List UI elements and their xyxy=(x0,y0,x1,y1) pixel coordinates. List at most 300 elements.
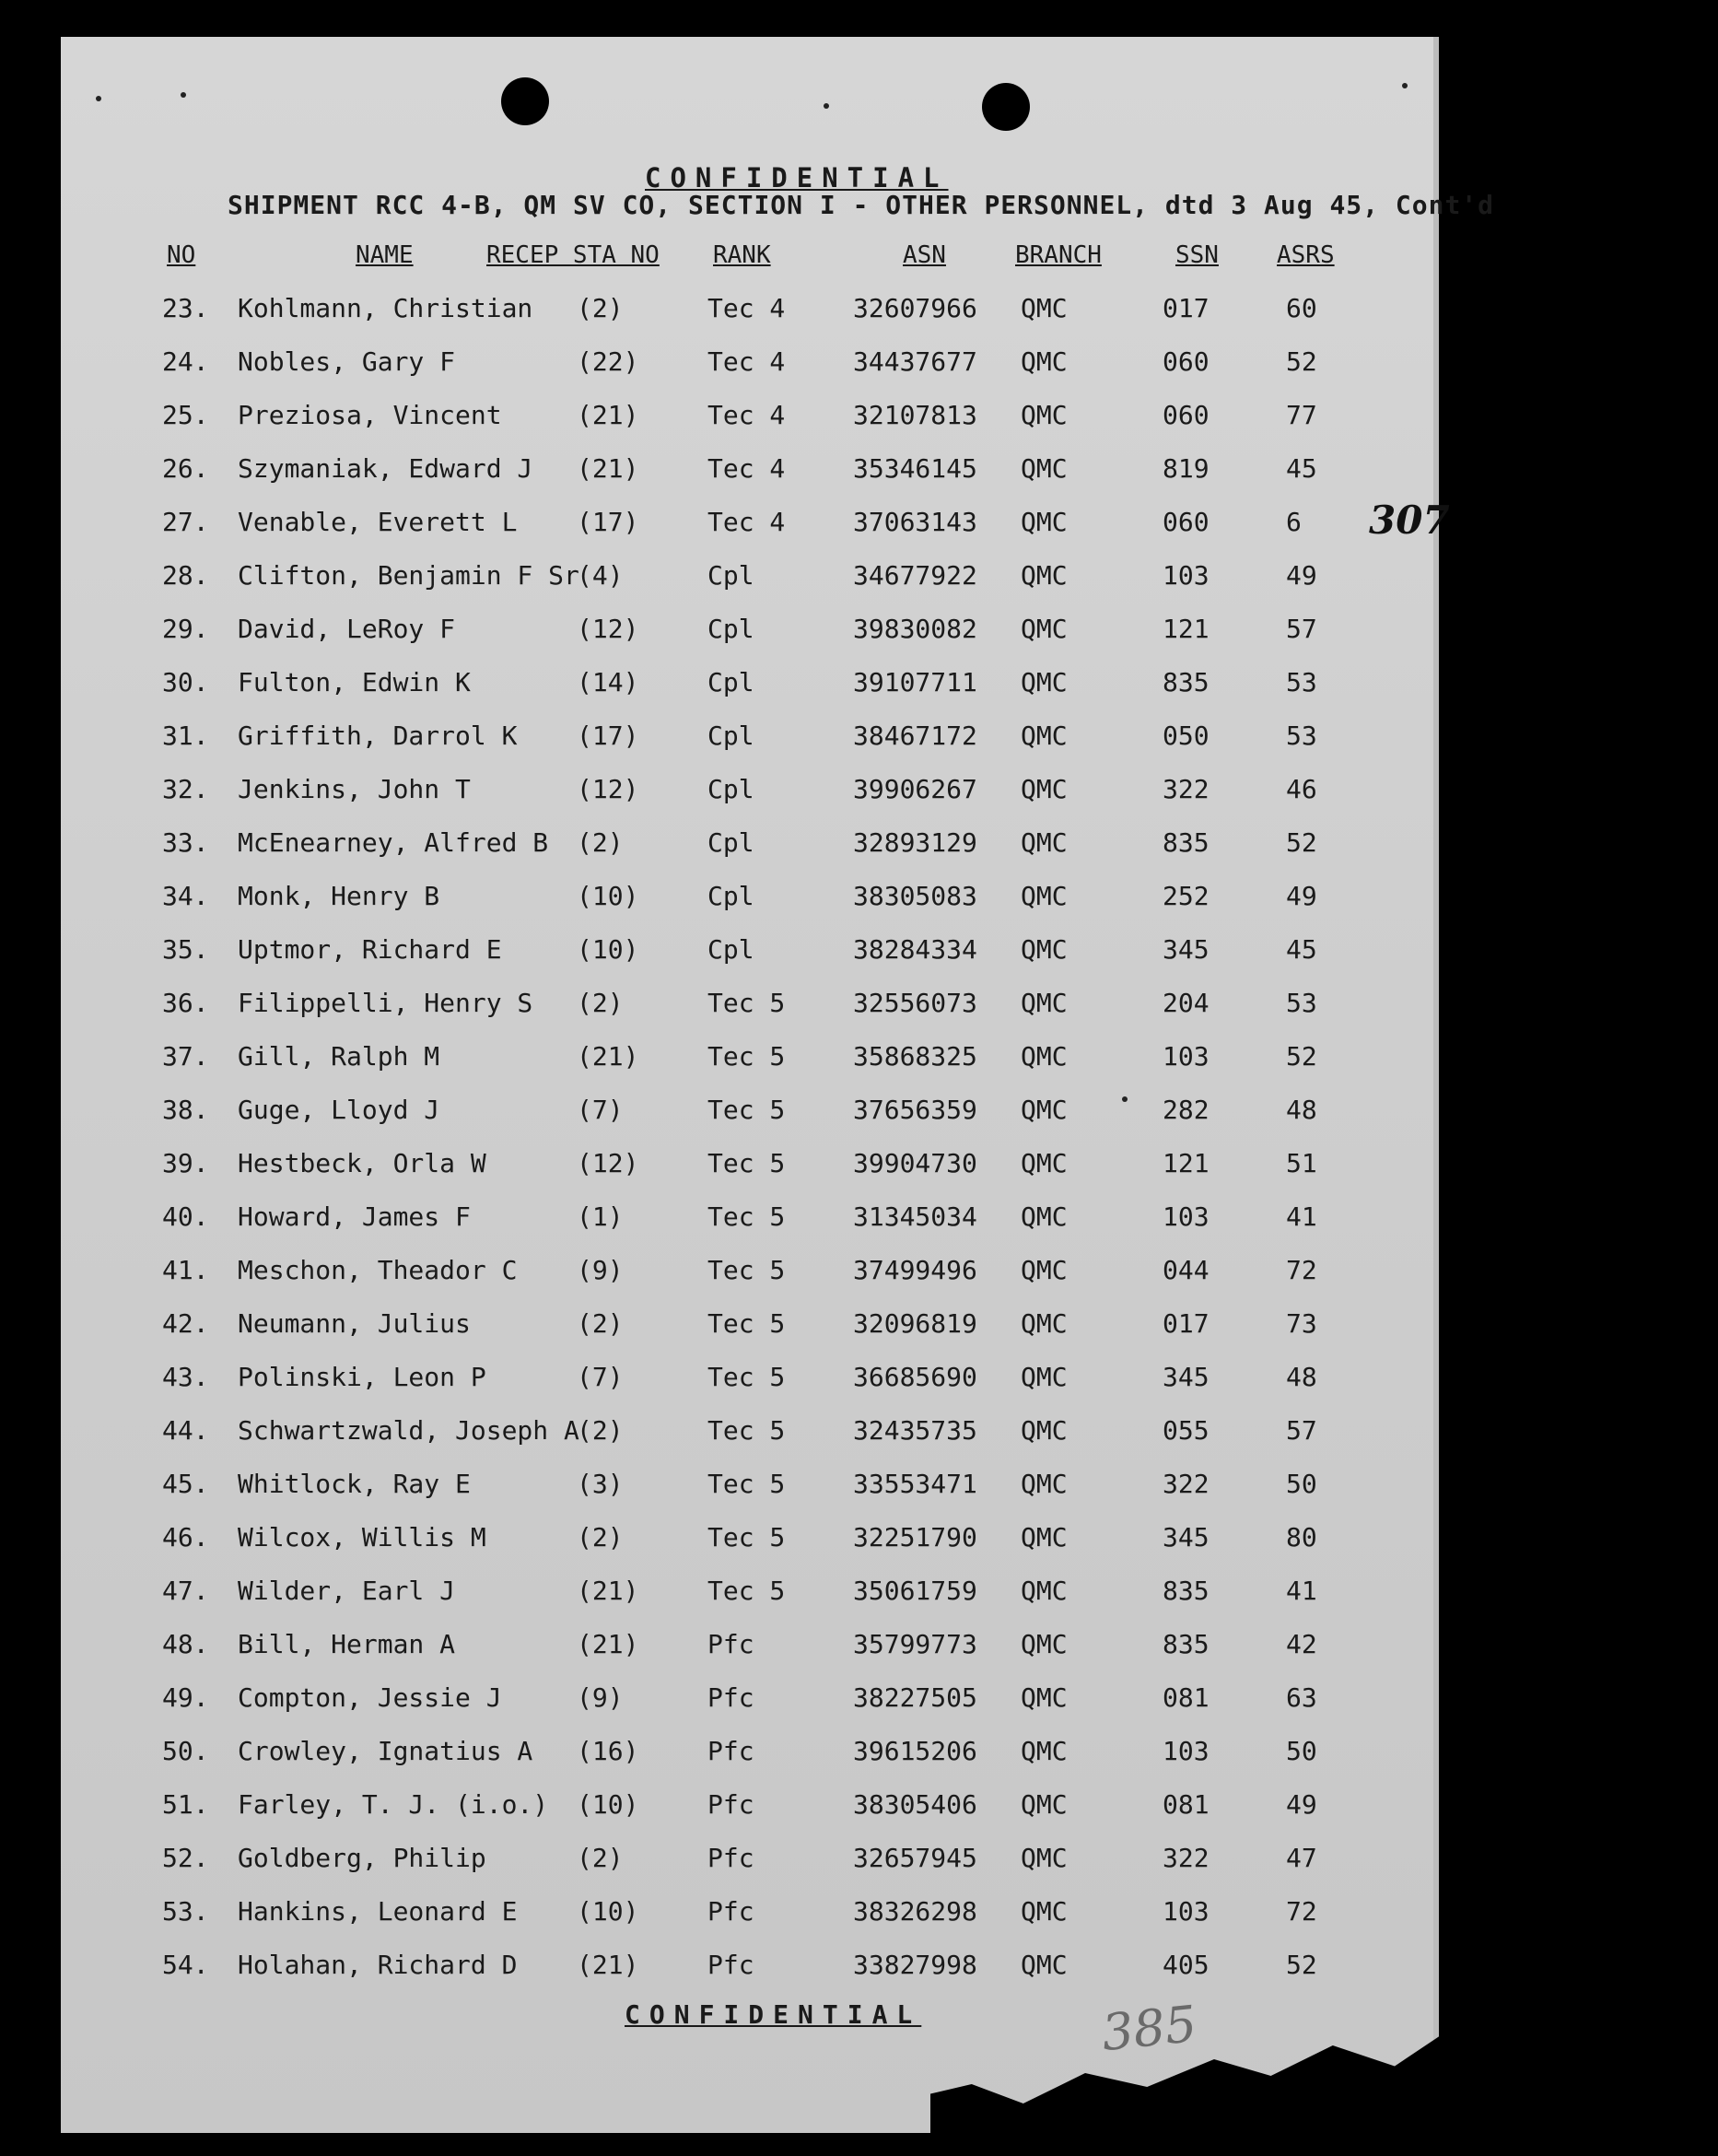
row-number: 54. xyxy=(162,1950,209,1980)
row-number: 33. xyxy=(162,827,209,858)
row-asrs: 49 xyxy=(1286,1789,1317,1820)
row-recep-sta-no: (2) xyxy=(577,1843,624,1873)
row-recep-sta-no: (17) xyxy=(577,721,639,751)
row-name: Holahan, Richard D xyxy=(238,1950,518,1980)
row-number: 44. xyxy=(162,1415,209,1446)
row-recep-sta-no: (21) xyxy=(577,453,639,484)
row-rank: Cpl xyxy=(707,721,754,751)
row-rank: Tec 4 xyxy=(707,507,786,537)
row-rank: Cpl xyxy=(707,774,754,804)
row-name: Fulton, Edwin K xyxy=(238,667,471,697)
table-row xyxy=(61,453,1433,490)
row-asn: 39906267 xyxy=(853,774,977,804)
row-ssn: 103 xyxy=(1163,560,1210,591)
row-number: 38. xyxy=(162,1095,209,1125)
row-recep-sta-no: (2) xyxy=(577,827,624,858)
col-header-recep-sta-no: RECEP STA NO xyxy=(486,241,660,269)
row-name: Hankins, Leonard E xyxy=(238,1896,518,1927)
col-header-asn: ASN xyxy=(903,241,946,269)
row-asrs: 80 xyxy=(1286,1522,1317,1553)
col-header-no: NO xyxy=(167,241,196,269)
row-ssn: 017 xyxy=(1163,293,1210,323)
row-branch: QMC xyxy=(1021,1308,1068,1339)
row-ssn: 060 xyxy=(1163,346,1210,377)
row-branch: QMC xyxy=(1021,881,1068,911)
row-asn: 34677922 xyxy=(853,560,977,591)
row-name: McEnearney, Alfred B xyxy=(238,827,549,858)
row-asn: 32657945 xyxy=(853,1843,977,1873)
row-asn: 38326298 xyxy=(853,1896,977,1927)
row-rank: Tec 5 xyxy=(707,1148,786,1178)
row-asn: 39107711 xyxy=(853,667,977,697)
row-asrs: 57 xyxy=(1286,1415,1317,1446)
row-asrs: 72 xyxy=(1286,1255,1317,1285)
row-name: Howard, James F xyxy=(238,1201,471,1232)
row-number: 30. xyxy=(162,667,209,697)
row-asn: 39615206 xyxy=(853,1736,977,1766)
row-ssn: 121 xyxy=(1163,1148,1210,1178)
row-number: 53. xyxy=(162,1896,209,1927)
row-number: 50. xyxy=(162,1736,209,1766)
row-recep-sta-no: (2) xyxy=(577,293,624,323)
row-asrs: 60 xyxy=(1286,293,1317,323)
row-branch: QMC xyxy=(1021,1148,1068,1178)
row-asn: 36685690 xyxy=(853,1362,977,1392)
row-asrs: 52 xyxy=(1286,827,1317,858)
row-recep-sta-no: (3) xyxy=(577,1469,624,1499)
row-recep-sta-no: (9) xyxy=(577,1682,624,1713)
row-asn: 32556073 xyxy=(853,988,977,1018)
row-asrs: 52 xyxy=(1286,1041,1317,1072)
col-header-name: NAME xyxy=(356,241,414,269)
row-asrs: 46 xyxy=(1286,774,1317,804)
row-ssn: 322 xyxy=(1163,1469,1210,1499)
row-rank: Tec 4 xyxy=(707,346,786,377)
row-number: 49. xyxy=(162,1682,209,1713)
row-number: 43. xyxy=(162,1362,209,1392)
row-number: 40. xyxy=(162,1201,209,1232)
row-asrs: 53 xyxy=(1286,667,1317,697)
row-asrs: 41 xyxy=(1286,1576,1317,1606)
table-row xyxy=(61,1201,1433,1238)
row-ssn: 405 xyxy=(1163,1950,1210,1980)
row-ssn: 322 xyxy=(1163,1843,1210,1873)
paper-speck xyxy=(181,92,186,98)
row-ssn: 345 xyxy=(1163,934,1210,965)
row-asrs: 45 xyxy=(1286,453,1317,484)
row-recep-sta-no: (10) xyxy=(577,1896,639,1927)
row-asrs: 45 xyxy=(1286,934,1317,965)
row-rank: Tec 5 xyxy=(707,1522,786,1553)
row-name: Nobles, Gary F xyxy=(238,346,456,377)
row-rank: Tec 5 xyxy=(707,1576,786,1606)
table-row xyxy=(61,934,1433,971)
table-row xyxy=(61,614,1433,650)
row-name: Uptmor, Richard E xyxy=(238,934,502,965)
row-ssn: 819 xyxy=(1163,453,1210,484)
row-recep-sta-no: (21) xyxy=(577,1629,639,1659)
row-ssn: 103 xyxy=(1163,1896,1210,1927)
row-name: Neumann, Julius xyxy=(238,1308,471,1339)
row-name: Polinski, Leon P xyxy=(238,1362,486,1392)
row-rank: Pfc xyxy=(707,1843,754,1873)
row-branch: QMC xyxy=(1021,1576,1068,1606)
table-row xyxy=(61,1843,1433,1880)
row-branch: QMC xyxy=(1021,1629,1068,1659)
row-asrs: 53 xyxy=(1286,988,1317,1018)
table-row xyxy=(61,881,1433,918)
row-ssn: 017 xyxy=(1163,1308,1210,1339)
row-number: 27. xyxy=(162,507,209,537)
row-number: 25. xyxy=(162,400,209,430)
row-asn: 38284334 xyxy=(853,934,977,965)
row-ssn: 060 xyxy=(1163,400,1210,430)
row-asrs: 6 xyxy=(1286,507,1302,537)
row-rank: Cpl xyxy=(707,614,754,644)
row-asrs: 77 xyxy=(1286,400,1317,430)
row-branch: QMC xyxy=(1021,560,1068,591)
table-row xyxy=(61,1682,1433,1719)
row-recep-sta-no: (16) xyxy=(577,1736,639,1766)
col-header-asrs: ASRS xyxy=(1277,241,1335,269)
row-name: Compton, Jessie J xyxy=(238,1682,502,1713)
row-asn: 38467172 xyxy=(853,721,977,751)
row-asrs: 50 xyxy=(1286,1736,1317,1766)
table-row xyxy=(61,1041,1433,1078)
row-branch: QMC xyxy=(1021,667,1068,697)
row-branch: QMC xyxy=(1021,1255,1068,1285)
table-row xyxy=(61,1950,1433,1986)
row-recep-sta-no: (9) xyxy=(577,1255,624,1285)
row-name: Clifton, Benjamin F Sr xyxy=(238,560,579,591)
row-branch: QMC xyxy=(1021,1362,1068,1392)
row-recep-sta-no: (10) xyxy=(577,881,639,911)
row-recep-sta-no: (1) xyxy=(577,1201,624,1232)
row-ssn: 081 xyxy=(1163,1682,1210,1713)
row-number: 51. xyxy=(162,1789,209,1820)
row-rank: Tec 5 xyxy=(707,1041,786,1072)
row-recep-sta-no: (7) xyxy=(577,1362,624,1392)
row-branch: QMC xyxy=(1021,934,1068,965)
row-number: 46. xyxy=(162,1522,209,1553)
row-number: 48. xyxy=(162,1629,209,1659)
row-recep-sta-no: (2) xyxy=(577,1522,624,1553)
row-branch: QMC xyxy=(1021,1950,1068,1980)
page-number-stamp: 307 xyxy=(1369,498,1450,543)
paper-speck xyxy=(1402,83,1408,88)
row-rank: Pfc xyxy=(707,1629,754,1659)
row-asrs: 48 xyxy=(1286,1362,1317,1392)
row-asn: 35061759 xyxy=(853,1576,977,1606)
row-rank: Pfc xyxy=(707,1736,754,1766)
row-rank: Tec 5 xyxy=(707,988,786,1018)
table-row xyxy=(61,1415,1433,1452)
row-branch: QMC xyxy=(1021,1415,1068,1446)
row-number: 26. xyxy=(162,453,209,484)
row-ssn: 044 xyxy=(1163,1255,1210,1285)
row-number: 28. xyxy=(162,560,209,591)
row-ssn: 345 xyxy=(1163,1522,1210,1553)
row-rank: Tec 5 xyxy=(707,1201,786,1232)
row-rank: Tec 5 xyxy=(707,1415,786,1446)
row-asn: 37656359 xyxy=(853,1095,977,1125)
document-page xyxy=(61,37,1495,2133)
row-recep-sta-no: (12) xyxy=(577,1148,639,1178)
row-name: Jenkins, John T xyxy=(238,774,471,804)
table-row xyxy=(61,1522,1433,1559)
row-name: Bill, Herman A xyxy=(238,1629,456,1659)
row-name: Venable, Everett L xyxy=(238,507,518,537)
row-number: 47. xyxy=(162,1576,209,1606)
row-branch: QMC xyxy=(1021,293,1068,323)
row-recep-sta-no: (10) xyxy=(577,1789,639,1820)
row-branch: QMC xyxy=(1021,827,1068,858)
table-row xyxy=(61,1308,1433,1345)
paper-speck xyxy=(96,96,101,101)
row-ssn: 345 xyxy=(1163,1362,1210,1392)
row-asn: 32096819 xyxy=(853,1308,977,1339)
table-row xyxy=(61,1148,1433,1185)
row-rank: Tec 4 xyxy=(707,293,786,323)
row-number: 39. xyxy=(162,1148,209,1178)
row-number: 24. xyxy=(162,346,209,377)
row-asrs: 41 xyxy=(1286,1201,1317,1232)
row-ssn: 835 xyxy=(1163,1576,1210,1606)
row-number: 29. xyxy=(162,614,209,644)
row-name: Whitlock, Ray E xyxy=(238,1469,471,1499)
table-row xyxy=(61,1736,1433,1773)
row-number: 36. xyxy=(162,988,209,1018)
row-number: 42. xyxy=(162,1308,209,1339)
row-asn: 38227505 xyxy=(853,1682,977,1713)
table-row xyxy=(61,1896,1433,1933)
table-row xyxy=(61,988,1433,1025)
row-ssn: 121 xyxy=(1163,614,1210,644)
row-name: Monk, Henry B xyxy=(238,881,440,911)
row-branch: QMC xyxy=(1021,1469,1068,1499)
row-ssn: 835 xyxy=(1163,667,1210,697)
row-asrs: 49 xyxy=(1286,881,1317,911)
row-name: Filippelli, Henry S xyxy=(238,988,533,1018)
row-asn: 35346145 xyxy=(853,453,977,484)
row-recep-sta-no: (21) xyxy=(577,1041,639,1072)
row-name: Farley, T. J. (i.o.) xyxy=(238,1789,549,1820)
row-rank: Tec 5 xyxy=(707,1362,786,1392)
row-branch: QMC xyxy=(1021,1041,1068,1072)
row-name: Wilcox, Willis M xyxy=(238,1522,486,1553)
row-number: 31. xyxy=(162,721,209,751)
paper-speck xyxy=(824,103,829,109)
table-row xyxy=(61,1789,1433,1826)
row-asn: 37063143 xyxy=(853,507,977,537)
row-branch: QMC xyxy=(1021,774,1068,804)
row-rank: Pfc xyxy=(707,1682,754,1713)
row-asrs: 51 xyxy=(1286,1148,1317,1178)
row-name: Preziosa, Vincent xyxy=(238,400,502,430)
row-recep-sta-no: (2) xyxy=(577,1415,624,1446)
table-row xyxy=(61,1362,1433,1399)
row-asrs: 48 xyxy=(1286,1095,1317,1125)
col-header-ssn: SSN xyxy=(1175,241,1219,269)
row-asn: 39830082 xyxy=(853,614,977,644)
row-asn: 32107813 xyxy=(853,400,977,430)
row-number: 35. xyxy=(162,934,209,965)
punch-hole-left xyxy=(501,77,549,125)
table-row xyxy=(61,507,1433,544)
row-ssn: 204 xyxy=(1163,988,1210,1018)
row-recep-sta-no: (14) xyxy=(577,667,639,697)
row-recep-sta-no: (17) xyxy=(577,507,639,537)
row-rank: Tec 4 xyxy=(707,400,786,430)
row-ssn: 103 xyxy=(1163,1201,1210,1232)
row-name: Guge, Lloyd J xyxy=(238,1095,440,1125)
row-number: 41. xyxy=(162,1255,209,1285)
row-number: 32. xyxy=(162,774,209,804)
row-rank: Tec 5 xyxy=(707,1469,786,1499)
row-branch: QMC xyxy=(1021,1843,1068,1873)
row-branch: QMC xyxy=(1021,346,1068,377)
row-branch: QMC xyxy=(1021,1201,1068,1232)
row-asrs: 73 xyxy=(1286,1308,1317,1339)
row-asrs: 50 xyxy=(1286,1469,1317,1499)
row-rank: Tec 4 xyxy=(707,453,786,484)
table-row xyxy=(61,400,1433,437)
col-header-branch: BRANCH xyxy=(1015,241,1102,269)
table-row xyxy=(61,346,1433,383)
row-number: 37. xyxy=(162,1041,209,1072)
row-ssn: 835 xyxy=(1163,827,1210,858)
row-asn: 32893129 xyxy=(853,827,977,858)
row-asrs: 63 xyxy=(1286,1682,1317,1713)
row-asn: 32435735 xyxy=(853,1415,977,1446)
table-row xyxy=(61,293,1433,330)
row-branch: QMC xyxy=(1021,1789,1068,1820)
row-ssn: 055 xyxy=(1163,1415,1210,1446)
row-rank: Pfc xyxy=(707,1896,754,1927)
row-asn: 39904730 xyxy=(853,1148,977,1178)
row-asn: 32251790 xyxy=(853,1522,977,1553)
classification-header: CONFIDENTIAL xyxy=(645,162,949,193)
row-name: Hestbeck, Orla W xyxy=(238,1148,486,1178)
row-number: 52. xyxy=(162,1843,209,1873)
row-branch: QMC xyxy=(1021,400,1068,430)
row-ssn: 103 xyxy=(1163,1041,1210,1072)
row-rank: Cpl xyxy=(707,934,754,965)
row-recep-sta-no: (7) xyxy=(577,1095,624,1125)
row-branch: QMC xyxy=(1021,1896,1068,1927)
classification-footer: CONFIDENTIAL xyxy=(625,1999,922,2030)
table-row xyxy=(61,774,1433,811)
row-asrs: 57 xyxy=(1286,614,1317,644)
row-name: Wilder, Earl J xyxy=(238,1576,456,1606)
row-recep-sta-no: (21) xyxy=(577,400,639,430)
table-row xyxy=(61,1469,1433,1506)
row-branch: QMC xyxy=(1021,1095,1068,1125)
row-name: Schwartzwald, Joseph A xyxy=(238,1415,579,1446)
table-row xyxy=(61,667,1433,704)
row-branch: QMC xyxy=(1021,1736,1068,1766)
table-row xyxy=(61,1629,1433,1666)
row-branch: QMC xyxy=(1021,614,1068,644)
row-recep-sta-no: (22) xyxy=(577,346,639,377)
row-asrs: 52 xyxy=(1286,1950,1317,1980)
row-recep-sta-no: (21) xyxy=(577,1950,639,1980)
row-ssn: 322 xyxy=(1163,774,1210,804)
shipment-title: SHIPMENT RCC 4-B, QM SV CO, SECTION I - OTHER PERSONNEL, dtd 3 Aug 45, Cont'd xyxy=(228,190,1495,220)
row-branch: QMC xyxy=(1021,507,1068,537)
table-row xyxy=(61,560,1433,597)
row-branch: QMC xyxy=(1021,1682,1068,1713)
row-asn: 37499496 xyxy=(853,1255,977,1285)
row-branch: QMC xyxy=(1021,988,1068,1018)
row-name: Kohlmann, Christian xyxy=(238,293,533,323)
row-rank: Tec 5 xyxy=(707,1095,786,1125)
row-name: Goldberg, Philip xyxy=(238,1843,486,1873)
row-name: Gill, Ralph M xyxy=(238,1041,440,1072)
row-name: David, LeRoy F xyxy=(238,614,456,644)
table-row xyxy=(61,1095,1433,1131)
row-asn: 35868325 xyxy=(853,1041,977,1072)
row-rank: Pfc xyxy=(707,1789,754,1820)
row-asn: 33553471 xyxy=(853,1469,977,1499)
row-recep-sta-no: (2) xyxy=(577,1308,624,1339)
row-ssn: 835 xyxy=(1163,1629,1210,1659)
handwritten-number: 385 xyxy=(1098,1994,1200,2063)
row-rank: Tec 5 xyxy=(707,1308,786,1339)
row-asrs: 47 xyxy=(1286,1843,1317,1873)
row-asn: 35799773 xyxy=(853,1629,977,1659)
row-rank: Pfc xyxy=(707,1950,754,1980)
row-asn: 34437677 xyxy=(853,346,977,377)
row-rank: Cpl xyxy=(707,827,754,858)
row-number: 23. xyxy=(162,293,209,323)
row-rank: Cpl xyxy=(707,560,754,591)
row-recep-sta-no: (12) xyxy=(577,774,639,804)
row-asrs: 72 xyxy=(1286,1896,1317,1927)
table-row xyxy=(61,827,1433,864)
row-asrs: 52 xyxy=(1286,346,1317,377)
row-asn: 38305083 xyxy=(853,881,977,911)
table-row xyxy=(61,1576,1433,1612)
row-branch: QMC xyxy=(1021,453,1068,484)
row-asrs: 42 xyxy=(1286,1629,1317,1659)
row-branch: QMC xyxy=(1021,721,1068,751)
row-asn: 38305406 xyxy=(853,1789,977,1820)
row-ssn: 282 xyxy=(1163,1095,1210,1125)
row-ssn: 252 xyxy=(1163,881,1210,911)
row-name: Griffith, Darrol K xyxy=(238,721,518,751)
row-asn: 32607966 xyxy=(853,293,977,323)
row-rank: Cpl xyxy=(707,881,754,911)
row-branch: QMC xyxy=(1021,1522,1068,1553)
row-rank: Cpl xyxy=(707,667,754,697)
row-name: Meschon, Theador C xyxy=(238,1255,518,1285)
row-number: 45. xyxy=(162,1469,209,1499)
row-recep-sta-no: (21) xyxy=(577,1576,639,1606)
row-ssn: 050 xyxy=(1163,721,1210,751)
row-asrs: 53 xyxy=(1286,721,1317,751)
row-ssn: 081 xyxy=(1163,1789,1210,1820)
row-recep-sta-no: (12) xyxy=(577,614,639,644)
row-recep-sta-no: (4) xyxy=(577,560,624,591)
table-row xyxy=(61,721,1433,757)
row-name: Crowley, Ignatius A xyxy=(238,1736,533,1766)
row-ssn: 060 xyxy=(1163,507,1210,537)
row-number: 34. xyxy=(162,881,209,911)
row-asrs: 49 xyxy=(1286,560,1317,591)
row-asn: 31345034 xyxy=(853,1201,977,1232)
row-ssn: 103 xyxy=(1163,1736,1210,1766)
